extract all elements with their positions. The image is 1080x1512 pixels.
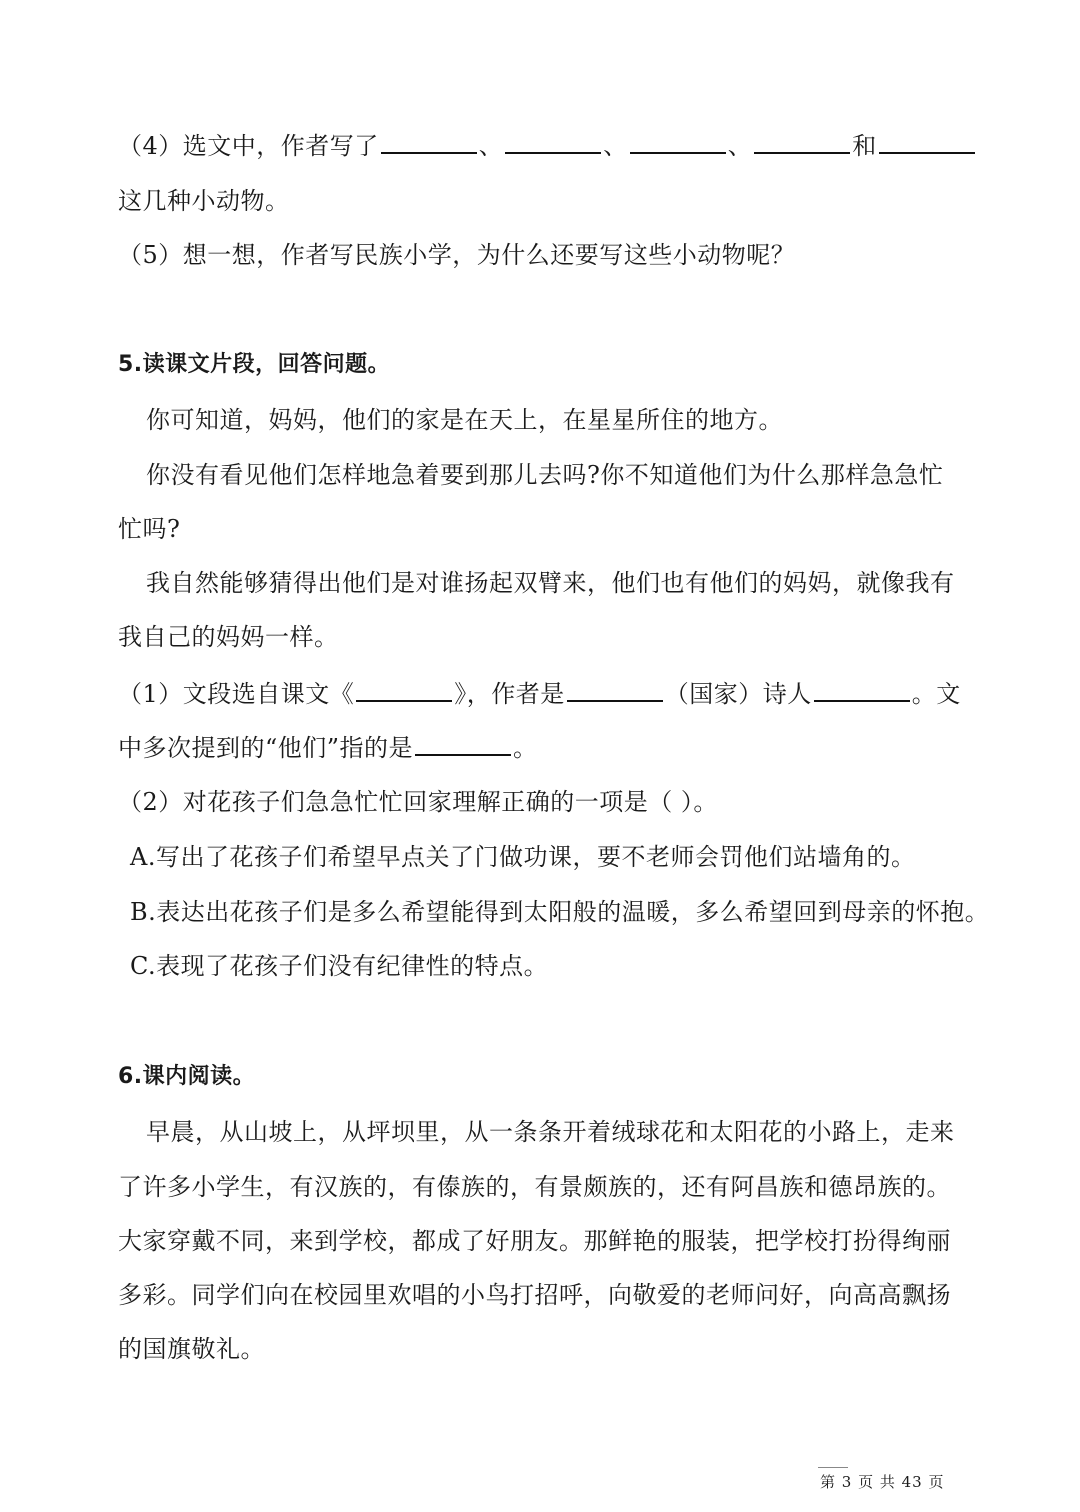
conjunction: 和 (852, 132, 877, 160)
question-1-line-2 (118, 732, 538, 763)
choice-a[interactable]: A.写出了花孩子们希望早点关了门做功课，要不老师会罚他们站墙角的。 (130, 843, 916, 871)
passage-line: 多彩。同学们向在校园里欢唱的小鸟打招呼，向敬爱的老师问好，向高高飘扬 (118, 1281, 951, 1309)
passage-line: 我自己的妈妈一样。 (118, 623, 339, 651)
answer-blank[interactable] (415, 732, 511, 756)
question-2: （2）对花孩子们急急忙忙回家理解正确的一项是（ ）。 (118, 788, 718, 816)
page-number: 第 3 页 共 43 页 (820, 1473, 945, 1491)
passage-line: 大家穿戴不同，来到学校，都成了好朋友。那鲜艳的服装，把学校打扮得绚丽 (118, 1227, 951, 1255)
passage-line: 你没有看见他们怎样地急着要到那儿去吗?你不知道他们为什么那样急急忙 (146, 461, 944, 489)
choice-b[interactable]: B.表达出花孩子们是多么希望能得到太阳般的温暖，多么希望回到母亲的怀抱。 (130, 898, 990, 926)
passage-line: 我自然能够猜得出他们是对谁扬起双臂来，他们也有他们的妈妈，就像我有 (146, 569, 955, 597)
passage-line: 的国旗敬礼。 (118, 1335, 265, 1363)
question-1-text: 。 (513, 734, 538, 762)
question-4-line-1 (118, 130, 977, 161)
section-6-heading: 6.课内阅读。 (118, 1064, 256, 1089)
separator: 、 (478, 132, 504, 160)
question-1-text: 。文 (911, 680, 961, 708)
separator: 、 (727, 132, 753, 160)
question-1-text: （国家）诗人 (664, 680, 812, 708)
question-1-prompt: （1）文段选自课文《 (118, 680, 355, 708)
question-5-sub: （5）想一想，作者写民族小学，为什么还要写这些小动物呢？ (118, 241, 796, 269)
passage-line: 早晨，从山坡上，从坪坝里，从一条条开着绒球花和太阳花的小路上，走来 (146, 1118, 955, 1146)
question-4-prompt: （4）选文中，作者写了 (118, 132, 379, 160)
footer-divider (818, 1467, 848, 1468)
passage-line: 你可知道，妈妈，他们的家是在天上，在星星所住的地方。 (146, 406, 783, 434)
answer-blank[interactable] (814, 678, 910, 702)
answer-blank[interactable] (754, 130, 850, 154)
question-4-line-2: 这几种小动物。 (118, 187, 290, 215)
separator: 、 (603, 132, 628, 160)
question-1-text: 中多次提到的“他们”指的是 (118, 734, 414, 762)
answer-blank[interactable] (879, 130, 975, 154)
answer-blank[interactable] (505, 130, 601, 154)
choice-c[interactable]: C.表现了花孩子们没有纪律性的特点。 (130, 952, 549, 980)
passage-line: 忙吗? (118, 515, 181, 543)
question-1-line-1 (118, 678, 961, 709)
question-1-text: 》，作者是 (454, 680, 565, 708)
answer-blank[interactable] (567, 678, 663, 702)
section-5-heading: 5.读课文片段，回答问题。 (118, 352, 391, 377)
answer-blank[interactable] (381, 130, 477, 154)
passage-line: 了许多小学生，有汉族的，有傣族的，有景颇族的，还有阿昌族和德昂族的。 (118, 1173, 951, 1201)
answer-blank[interactable] (630, 130, 726, 154)
answer-blank[interactable] (356, 678, 452, 702)
